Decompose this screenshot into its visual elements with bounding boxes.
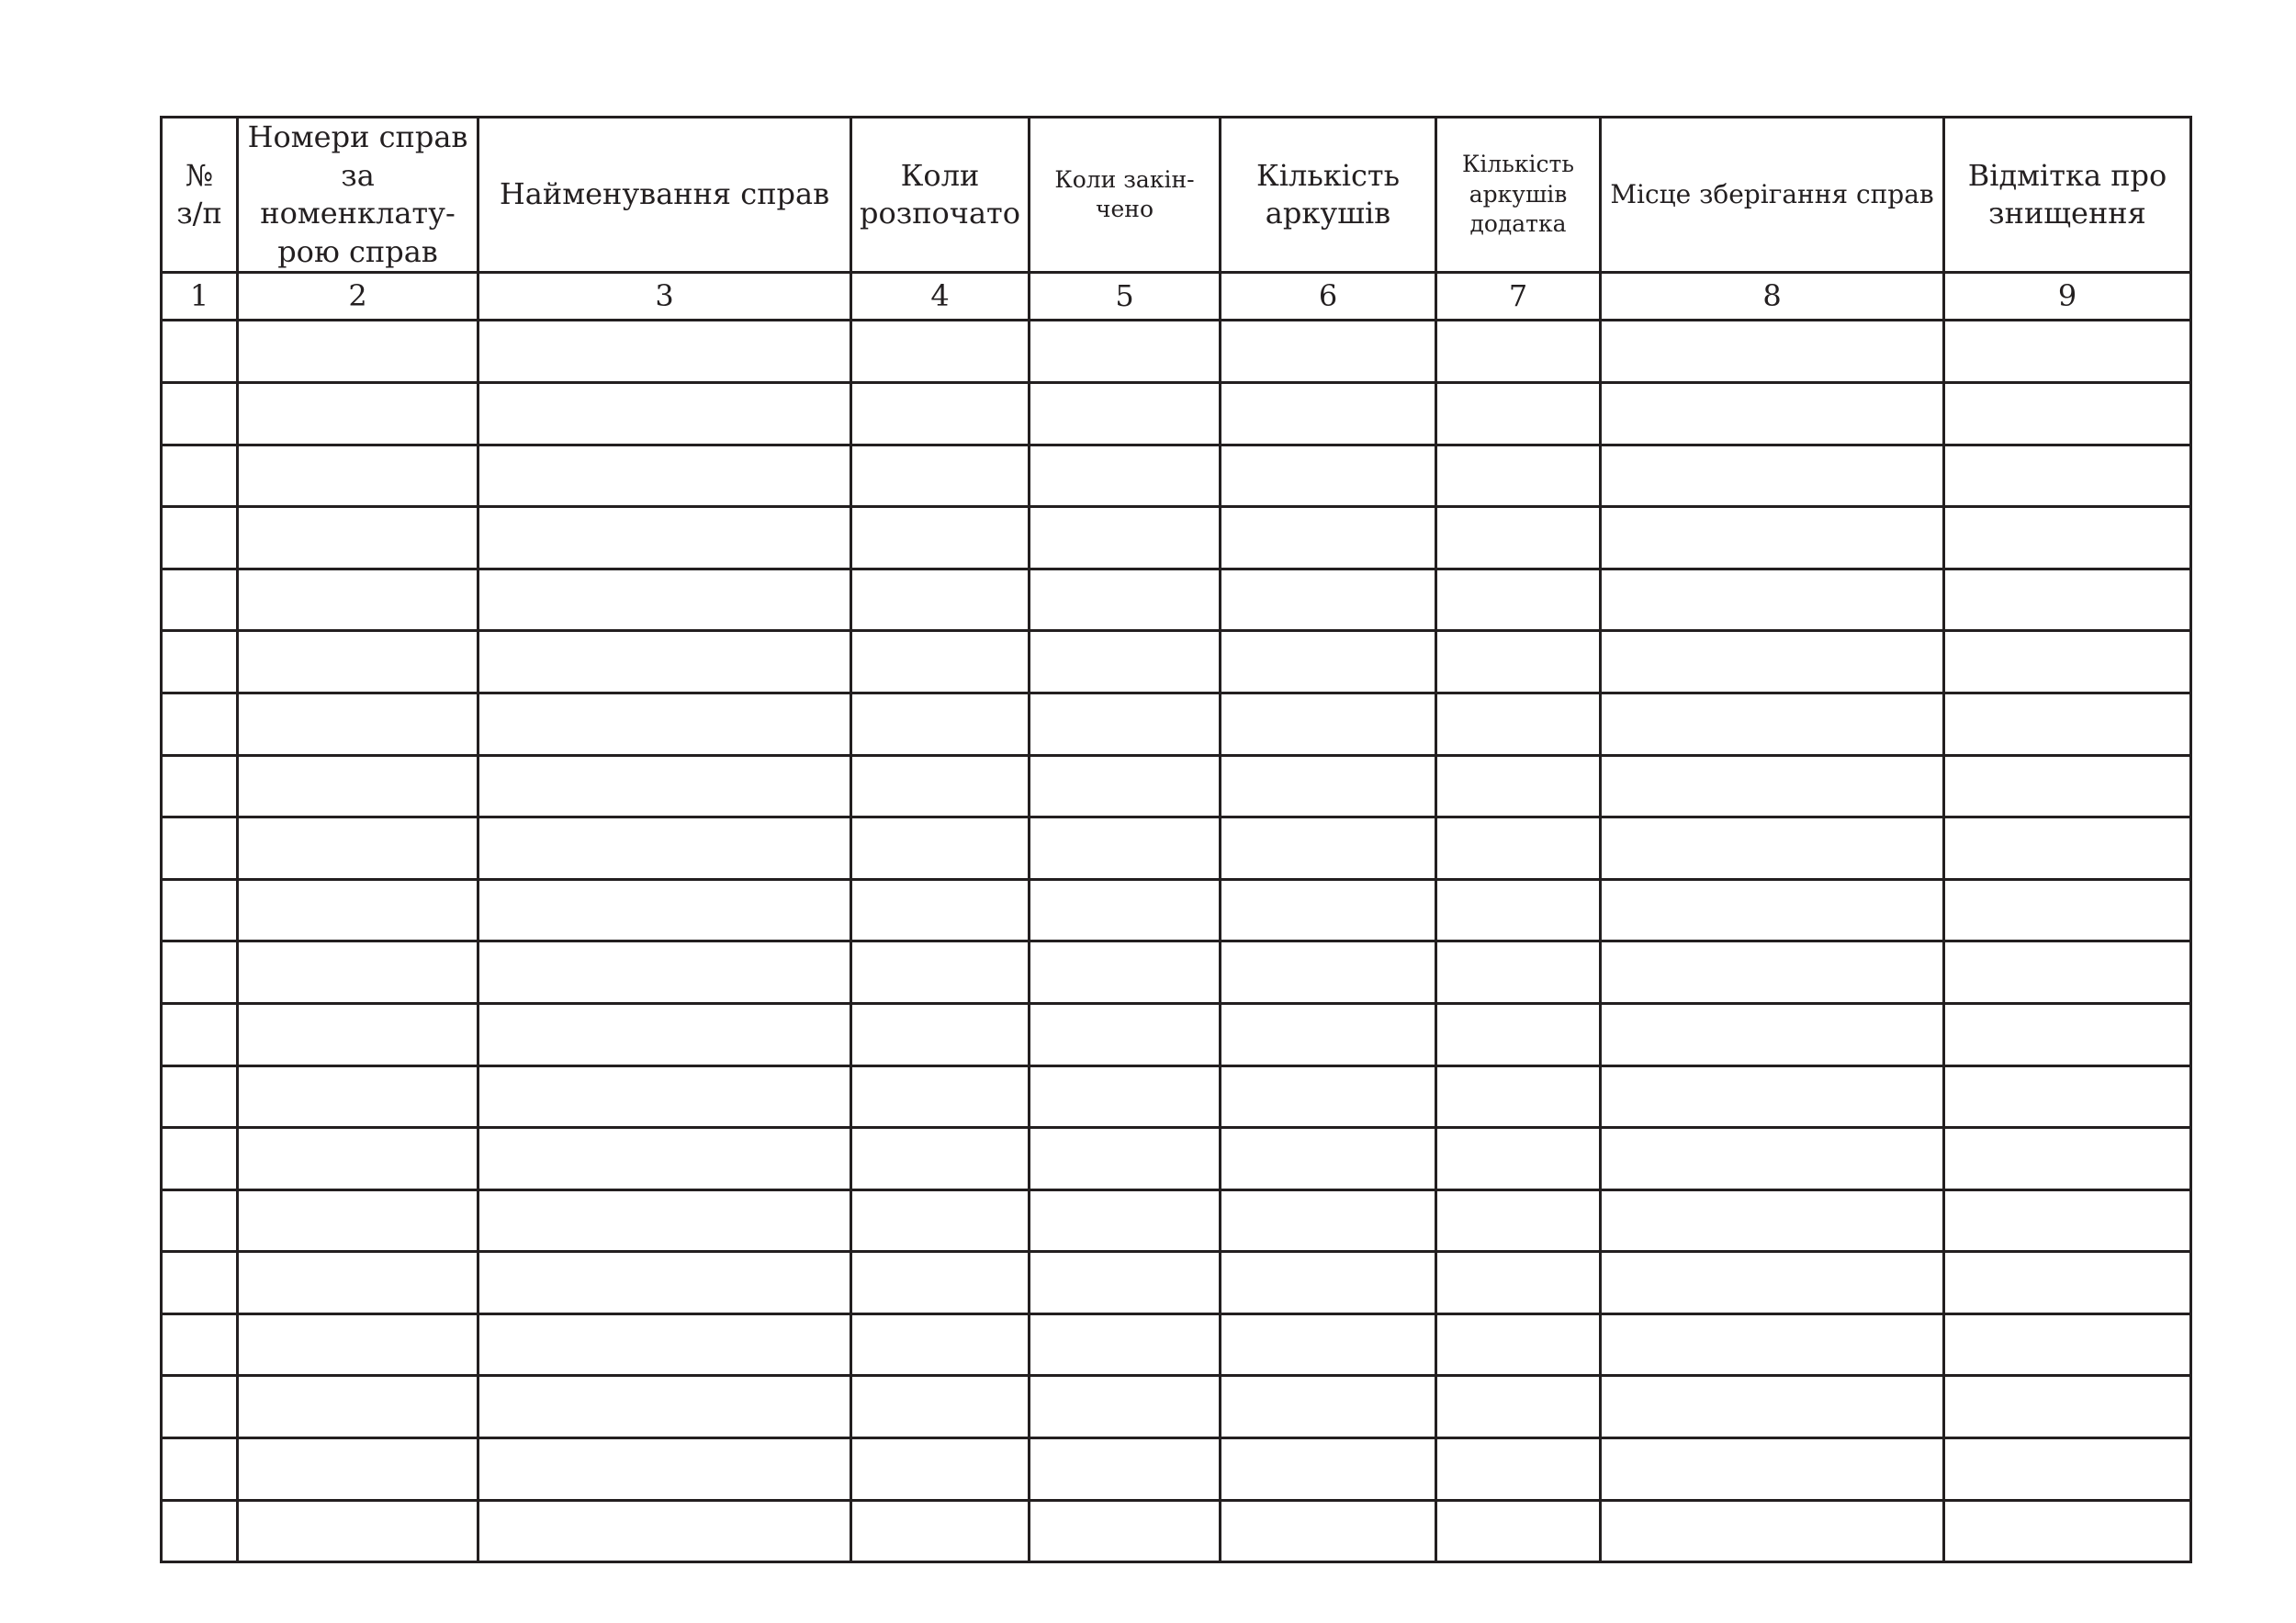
table-cell bbox=[1944, 1500, 2191, 1562]
table-cell bbox=[1221, 445, 1436, 507]
table-cell bbox=[1436, 1065, 1601, 1128]
table-cell bbox=[1436, 1252, 1601, 1314]
table-cell bbox=[1436, 631, 1601, 693]
table-cell bbox=[851, 941, 1030, 1004]
table-cell bbox=[1601, 1500, 1944, 1562]
table-cell bbox=[162, 1438, 238, 1501]
table-row bbox=[162, 1376, 2191, 1438]
header-cell-end-date bbox=[1030, 118, 1221, 273]
table-row bbox=[162, 941, 2191, 1004]
table-cell bbox=[162, 941, 238, 1004]
table-cell bbox=[1221, 693, 1436, 755]
header-row bbox=[162, 118, 2191, 273]
table-cell bbox=[238, 1065, 478, 1128]
table-cell bbox=[1221, 1376, 1436, 1438]
table-cell bbox=[1601, 1252, 1944, 1314]
table-cell bbox=[478, 382, 851, 445]
table-cell bbox=[1944, 879, 2191, 941]
table-cell bbox=[1221, 1313, 1436, 1376]
table-cell bbox=[238, 382, 478, 445]
table-row bbox=[162, 1128, 2191, 1190]
table-cell bbox=[1436, 1438, 1601, 1501]
table-cell bbox=[1601, 941, 1944, 1004]
header-line: знищення bbox=[1988, 196, 2146, 231]
table-cell bbox=[478, 1128, 851, 1190]
table-cell bbox=[238, 1189, 478, 1252]
table-cell bbox=[851, 321, 1030, 383]
table-row bbox=[162, 1003, 2191, 1065]
table-cell bbox=[1601, 321, 1944, 383]
table-cell bbox=[1221, 507, 1436, 569]
table-cell bbox=[851, 631, 1030, 693]
table-cell bbox=[851, 1376, 1030, 1438]
table-cell bbox=[1944, 1252, 2191, 1314]
header-line: Коли закін- bbox=[1054, 165, 1195, 193]
table-cell bbox=[238, 941, 478, 1004]
table-cell bbox=[162, 1376, 238, 1438]
header-line: Кількість bbox=[1255, 157, 1401, 193]
table-cell bbox=[478, 755, 851, 817]
table-cell bbox=[1030, 879, 1221, 941]
table-cell bbox=[162, 382, 238, 445]
table-cell bbox=[1944, 1003, 2191, 1065]
table-row bbox=[162, 1438, 2191, 1501]
table-cell bbox=[478, 631, 851, 693]
table-cell bbox=[478, 1003, 851, 1065]
table-cell bbox=[851, 1189, 1030, 1252]
table-cell bbox=[478, 507, 851, 569]
table-cell bbox=[238, 1500, 478, 1562]
table-cell bbox=[238, 879, 478, 941]
table-cell bbox=[1601, 382, 1944, 445]
table-row bbox=[162, 631, 2191, 693]
table-cell bbox=[1030, 1376, 1221, 1438]
table-cell bbox=[162, 693, 238, 755]
header-line: рою справ bbox=[277, 233, 438, 269]
table-cell bbox=[851, 507, 1030, 569]
table-cell bbox=[1030, 569, 1221, 631]
table-cell bbox=[1436, 879, 1601, 941]
column-number: 2 bbox=[238, 273, 478, 321]
table-cell bbox=[1944, 941, 2191, 1004]
table-row bbox=[162, 879, 2191, 941]
table-cell bbox=[1221, 631, 1436, 693]
table-cell bbox=[1601, 1189, 1944, 1252]
table-cell bbox=[478, 1065, 851, 1128]
table-cell bbox=[1944, 321, 2191, 383]
table-cell bbox=[851, 817, 1030, 880]
table-cell bbox=[1030, 1065, 1221, 1128]
table-cell bbox=[162, 321, 238, 383]
header-line: за номенклату- bbox=[260, 157, 456, 231]
table-cell bbox=[1030, 1313, 1221, 1376]
table-cell bbox=[162, 631, 238, 693]
table-cell bbox=[1436, 507, 1601, 569]
table-cell bbox=[1030, 1252, 1221, 1314]
table-cell bbox=[1944, 1128, 2191, 1190]
table-cell bbox=[1436, 817, 1601, 880]
table-cell bbox=[1601, 1376, 1944, 1438]
column-number: 7 bbox=[1436, 273, 1601, 321]
column-number: 5 bbox=[1030, 273, 1221, 321]
table-cell bbox=[851, 1438, 1030, 1501]
table-cell bbox=[1944, 817, 2191, 880]
table-cell bbox=[238, 1003, 478, 1065]
table-cell bbox=[1030, 755, 1221, 817]
table-cell bbox=[1221, 1065, 1436, 1128]
table-cell bbox=[162, 445, 238, 507]
column-number: 9 bbox=[1944, 273, 2191, 321]
table-cell bbox=[1436, 755, 1601, 817]
table-cell bbox=[1221, 1003, 1436, 1065]
table-cell bbox=[851, 1128, 1030, 1190]
table-cell bbox=[1030, 1500, 1221, 1562]
table-cell bbox=[162, 1313, 238, 1376]
table-cell bbox=[478, 1376, 851, 1438]
table-cell bbox=[1221, 382, 1436, 445]
table-cell bbox=[238, 817, 478, 880]
header-cell-appendix-sheets bbox=[1436, 118, 1601, 273]
table-cell bbox=[1436, 1003, 1601, 1065]
header-line: з/п bbox=[176, 196, 222, 231]
table-cell bbox=[478, 445, 851, 507]
table-row bbox=[162, 1065, 2191, 1128]
table-cell bbox=[851, 569, 1030, 631]
table-cell bbox=[1601, 445, 1944, 507]
table-cell bbox=[1944, 693, 2191, 755]
table-cell bbox=[238, 1128, 478, 1190]
column-number-row bbox=[162, 273, 2191, 321]
table-cell bbox=[1436, 1313, 1601, 1376]
table-cell bbox=[1221, 1438, 1436, 1501]
table-cell bbox=[1601, 631, 1944, 693]
table-cell bbox=[478, 321, 851, 383]
table-cell bbox=[238, 755, 478, 817]
table-cell bbox=[1436, 1500, 1601, 1562]
header-cell-storage-location bbox=[1601, 118, 1944, 273]
table-cell bbox=[238, 1376, 478, 1438]
table-cell bbox=[1944, 507, 2191, 569]
table-cell bbox=[851, 1313, 1030, 1376]
table-cell bbox=[1030, 1128, 1221, 1190]
table-cell bbox=[1221, 1252, 1436, 1314]
register-form bbox=[160, 116, 2189, 1563]
table-cell bbox=[1436, 1376, 1601, 1438]
table-cell bbox=[1944, 1376, 2191, 1438]
header-cell-case-numbers bbox=[238, 118, 478, 273]
header-line: розпочато bbox=[860, 196, 1020, 231]
table-cell bbox=[238, 569, 478, 631]
table-cell bbox=[1436, 321, 1601, 383]
table-cell bbox=[478, 879, 851, 941]
table-cell bbox=[1601, 507, 1944, 569]
column-number: 8 bbox=[1601, 273, 1944, 321]
table-cell bbox=[1030, 445, 1221, 507]
table-cell bbox=[162, 879, 238, 941]
table-cell bbox=[1221, 1500, 1436, 1562]
header-line: Кількість bbox=[1462, 151, 1574, 178]
table-cell bbox=[1221, 569, 1436, 631]
table-cell bbox=[1221, 321, 1436, 383]
header-cell-number bbox=[162, 118, 238, 273]
table-row bbox=[162, 1189, 2191, 1252]
table-cell bbox=[1030, 507, 1221, 569]
table-cell bbox=[238, 321, 478, 383]
header-cell-destruction-mark bbox=[1944, 118, 2191, 273]
table-cell bbox=[851, 382, 1030, 445]
table-cell bbox=[1436, 693, 1601, 755]
table-cell bbox=[1944, 382, 2191, 445]
table-row bbox=[162, 817, 2191, 880]
table-cell bbox=[1030, 631, 1221, 693]
table-cell bbox=[851, 755, 1030, 817]
table-cell bbox=[851, 1065, 1030, 1128]
table-cell bbox=[1601, 879, 1944, 941]
table-cell bbox=[1944, 631, 2191, 693]
table-cell bbox=[1436, 569, 1601, 631]
table-cell bbox=[1601, 1313, 1944, 1376]
table-cell bbox=[478, 941, 851, 1004]
table-cell bbox=[1030, 382, 1221, 445]
table-cell bbox=[1601, 755, 1944, 817]
table-row bbox=[162, 507, 2191, 569]
table-cell bbox=[238, 1252, 478, 1314]
table-cell bbox=[1601, 1438, 1944, 1501]
header-line: аркушів bbox=[1469, 180, 1568, 208]
table-cell bbox=[1030, 693, 1221, 755]
table-cell bbox=[1030, 1189, 1221, 1252]
header-line: чено bbox=[1095, 196, 1154, 223]
table-body bbox=[162, 321, 2191, 1562]
table-cell bbox=[1221, 879, 1436, 941]
table-cell bbox=[478, 1313, 851, 1376]
table-cell bbox=[1944, 1189, 2191, 1252]
header-cell-sheet-count bbox=[1221, 118, 1436, 273]
header-line: Найменування справ bbox=[499, 176, 830, 212]
table-cell bbox=[1944, 1313, 2191, 1376]
header-cell-case-title bbox=[478, 118, 851, 273]
column-number: 3 bbox=[478, 273, 851, 321]
table-row bbox=[162, 1500, 2191, 1562]
table-cell bbox=[851, 879, 1030, 941]
header-line: Коли bbox=[900, 157, 980, 193]
table-cell bbox=[851, 445, 1030, 507]
table-cell bbox=[162, 1128, 238, 1190]
table-cell bbox=[238, 1313, 478, 1376]
table-cell bbox=[1030, 817, 1221, 880]
table-cell bbox=[1030, 941, 1221, 1004]
table-cell bbox=[851, 1252, 1030, 1314]
table-cell bbox=[1221, 1189, 1436, 1252]
table-row bbox=[162, 1313, 2191, 1376]
table-row bbox=[162, 445, 2191, 507]
table-cell bbox=[162, 569, 238, 631]
table-row bbox=[162, 321, 2191, 383]
table-cell bbox=[1221, 1128, 1436, 1190]
table-cell bbox=[478, 1500, 851, 1562]
table-cell bbox=[1601, 1065, 1944, 1128]
table-cell bbox=[238, 1438, 478, 1501]
column-number: 1 bbox=[162, 273, 238, 321]
table-cell bbox=[1030, 1003, 1221, 1065]
table-cell bbox=[1601, 569, 1944, 631]
table-cell bbox=[162, 755, 238, 817]
table-cell bbox=[1030, 1438, 1221, 1501]
table-cell bbox=[162, 1003, 238, 1065]
table-cell bbox=[162, 1500, 238, 1562]
table-cell bbox=[1030, 321, 1221, 383]
table-cell bbox=[1221, 941, 1436, 1004]
header-line: № bbox=[185, 157, 214, 193]
table-cell bbox=[238, 445, 478, 507]
table-cell bbox=[1944, 1065, 2191, 1128]
table-cell bbox=[1601, 1128, 1944, 1190]
table-cell bbox=[162, 1189, 238, 1252]
table-cell bbox=[478, 693, 851, 755]
table-cell bbox=[1436, 382, 1601, 445]
table-cell bbox=[238, 631, 478, 693]
header-line: додатка bbox=[1469, 210, 1567, 238]
table-cell bbox=[162, 817, 238, 880]
table-cell bbox=[478, 1438, 851, 1501]
table-cell bbox=[1601, 817, 1944, 880]
header-cell-start-date bbox=[851, 118, 1030, 273]
table-cell bbox=[478, 817, 851, 880]
table-row bbox=[162, 1252, 2191, 1314]
table-cell bbox=[478, 1252, 851, 1314]
table-cell bbox=[1944, 569, 2191, 631]
table-cell bbox=[1436, 941, 1601, 1004]
column-number: 4 bbox=[851, 273, 1030, 321]
table-cell bbox=[1436, 445, 1601, 507]
table-cell bbox=[851, 1003, 1030, 1065]
header-line: Місце зберігання справ bbox=[1610, 178, 1934, 209]
table-row bbox=[162, 755, 2191, 817]
table-cell bbox=[851, 693, 1030, 755]
table-row bbox=[162, 569, 2191, 631]
table-row bbox=[162, 382, 2191, 445]
table-cell bbox=[238, 693, 478, 755]
header-line: Відмітка про bbox=[1967, 157, 2167, 193]
column-number: 6 bbox=[1221, 273, 1436, 321]
table-cell bbox=[851, 1500, 1030, 1562]
table-cell bbox=[162, 1065, 238, 1128]
table-cell bbox=[478, 1189, 851, 1252]
table-cell bbox=[1221, 817, 1436, 880]
table-cell bbox=[478, 569, 851, 631]
table-row bbox=[162, 693, 2191, 755]
table-cell bbox=[1601, 693, 1944, 755]
table-cell bbox=[1601, 1003, 1944, 1065]
header-line: Номери справ bbox=[247, 119, 468, 154]
table-cell bbox=[162, 1252, 238, 1314]
table-cell bbox=[1944, 1438, 2191, 1501]
table-cell bbox=[238, 507, 478, 569]
table-cell bbox=[1944, 755, 2191, 817]
table-cell bbox=[162, 507, 238, 569]
table-cell bbox=[1944, 445, 2191, 507]
header-line: аркушів bbox=[1265, 196, 1391, 231]
table-cell bbox=[1436, 1128, 1601, 1190]
table-cell bbox=[1436, 1189, 1601, 1252]
case-register-table bbox=[160, 116, 2192, 1563]
table-cell bbox=[1221, 755, 1436, 817]
